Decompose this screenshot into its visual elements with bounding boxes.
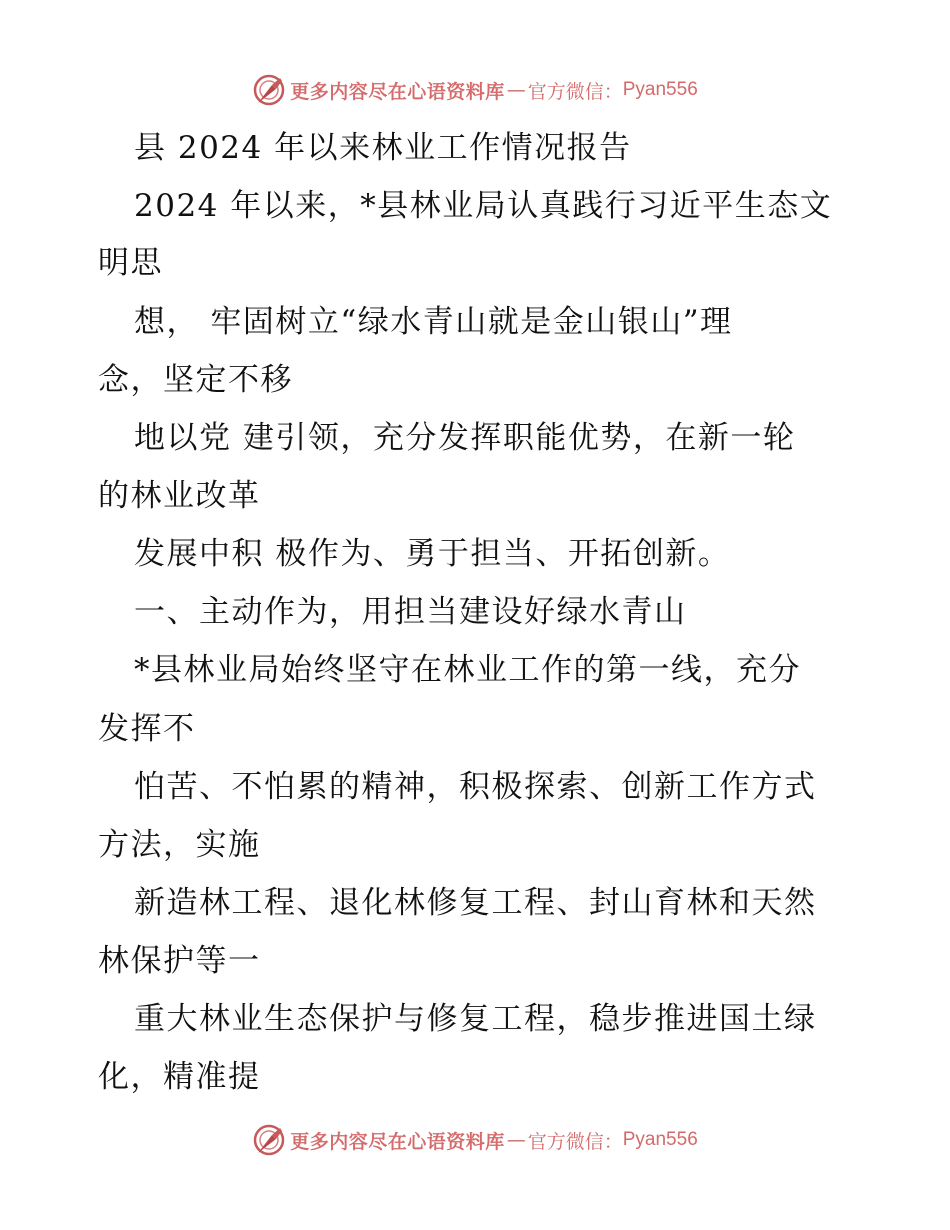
watermark-official-label: 官方微信： <box>527 80 623 103</box>
watermark-dash: — <box>506 1129 526 1151</box>
pen-nib-logo-icon <box>252 1123 286 1157</box>
header-watermark <box>0 70 950 110</box>
text-line: 念，坚定不移 <box>98 362 293 398</box>
text-line: 化，精准提 <box>98 1059 261 1095</box>
document-title: 县 2024 年以来林业工作情况报告 <box>134 130 632 166</box>
footer-watermark <box>0 1120 950 1160</box>
watermark-dash: — <box>506 79 526 101</box>
watermark-wechat-id: Pyan556 <box>622 1129 698 1150</box>
text-line: 2024 年以来，*县林业局认真践行习近平生态文 <box>134 188 833 224</box>
text-line: 林保护等一 <box>98 943 261 979</box>
watermark-brand: 更多内容尽在心语资料库 <box>290 80 505 103</box>
text-line: 怕苦、不怕累的精神，积极探索、创新工作方式 <box>134 769 817 805</box>
section-heading: 一、主动作为，用担当建设好绿水青山 <box>134 594 687 630</box>
text-line: 明思 <box>98 245 163 281</box>
text-line: *县林业局始终坚守在林业工作的第一线，充分 <box>134 652 801 688</box>
text-line: 的林业改革 <box>98 478 261 514</box>
text-line: 方法，实施 <box>98 827 261 863</box>
text-line: 重大林业生态保护与修复工程，稳步推进国土绿 <box>134 1001 817 1037</box>
watermark-official-label: 官方微信： <box>527 1130 623 1153</box>
text-line: 新造林工程、退化林修复工程、封山育林和天然 <box>134 885 817 921</box>
text-line: 发挥不 <box>98 711 196 747</box>
text-line: 发展中积 极作为、勇于担当、开拓创新。 <box>134 536 731 572</box>
watermark-wechat-id: Pyan556 <box>622 79 698 100</box>
text-line: 地以党 建引领，充分发挥职能优势，在新一轮 <box>134 420 796 456</box>
watermark-brand: 更多内容尽在心语资料库 <box>290 1130 505 1153</box>
text-line: 想， 牢固树立“绿水青山就是金山银山”理 <box>134 304 733 340</box>
pen-nib-logo-icon <box>252 73 286 107</box>
